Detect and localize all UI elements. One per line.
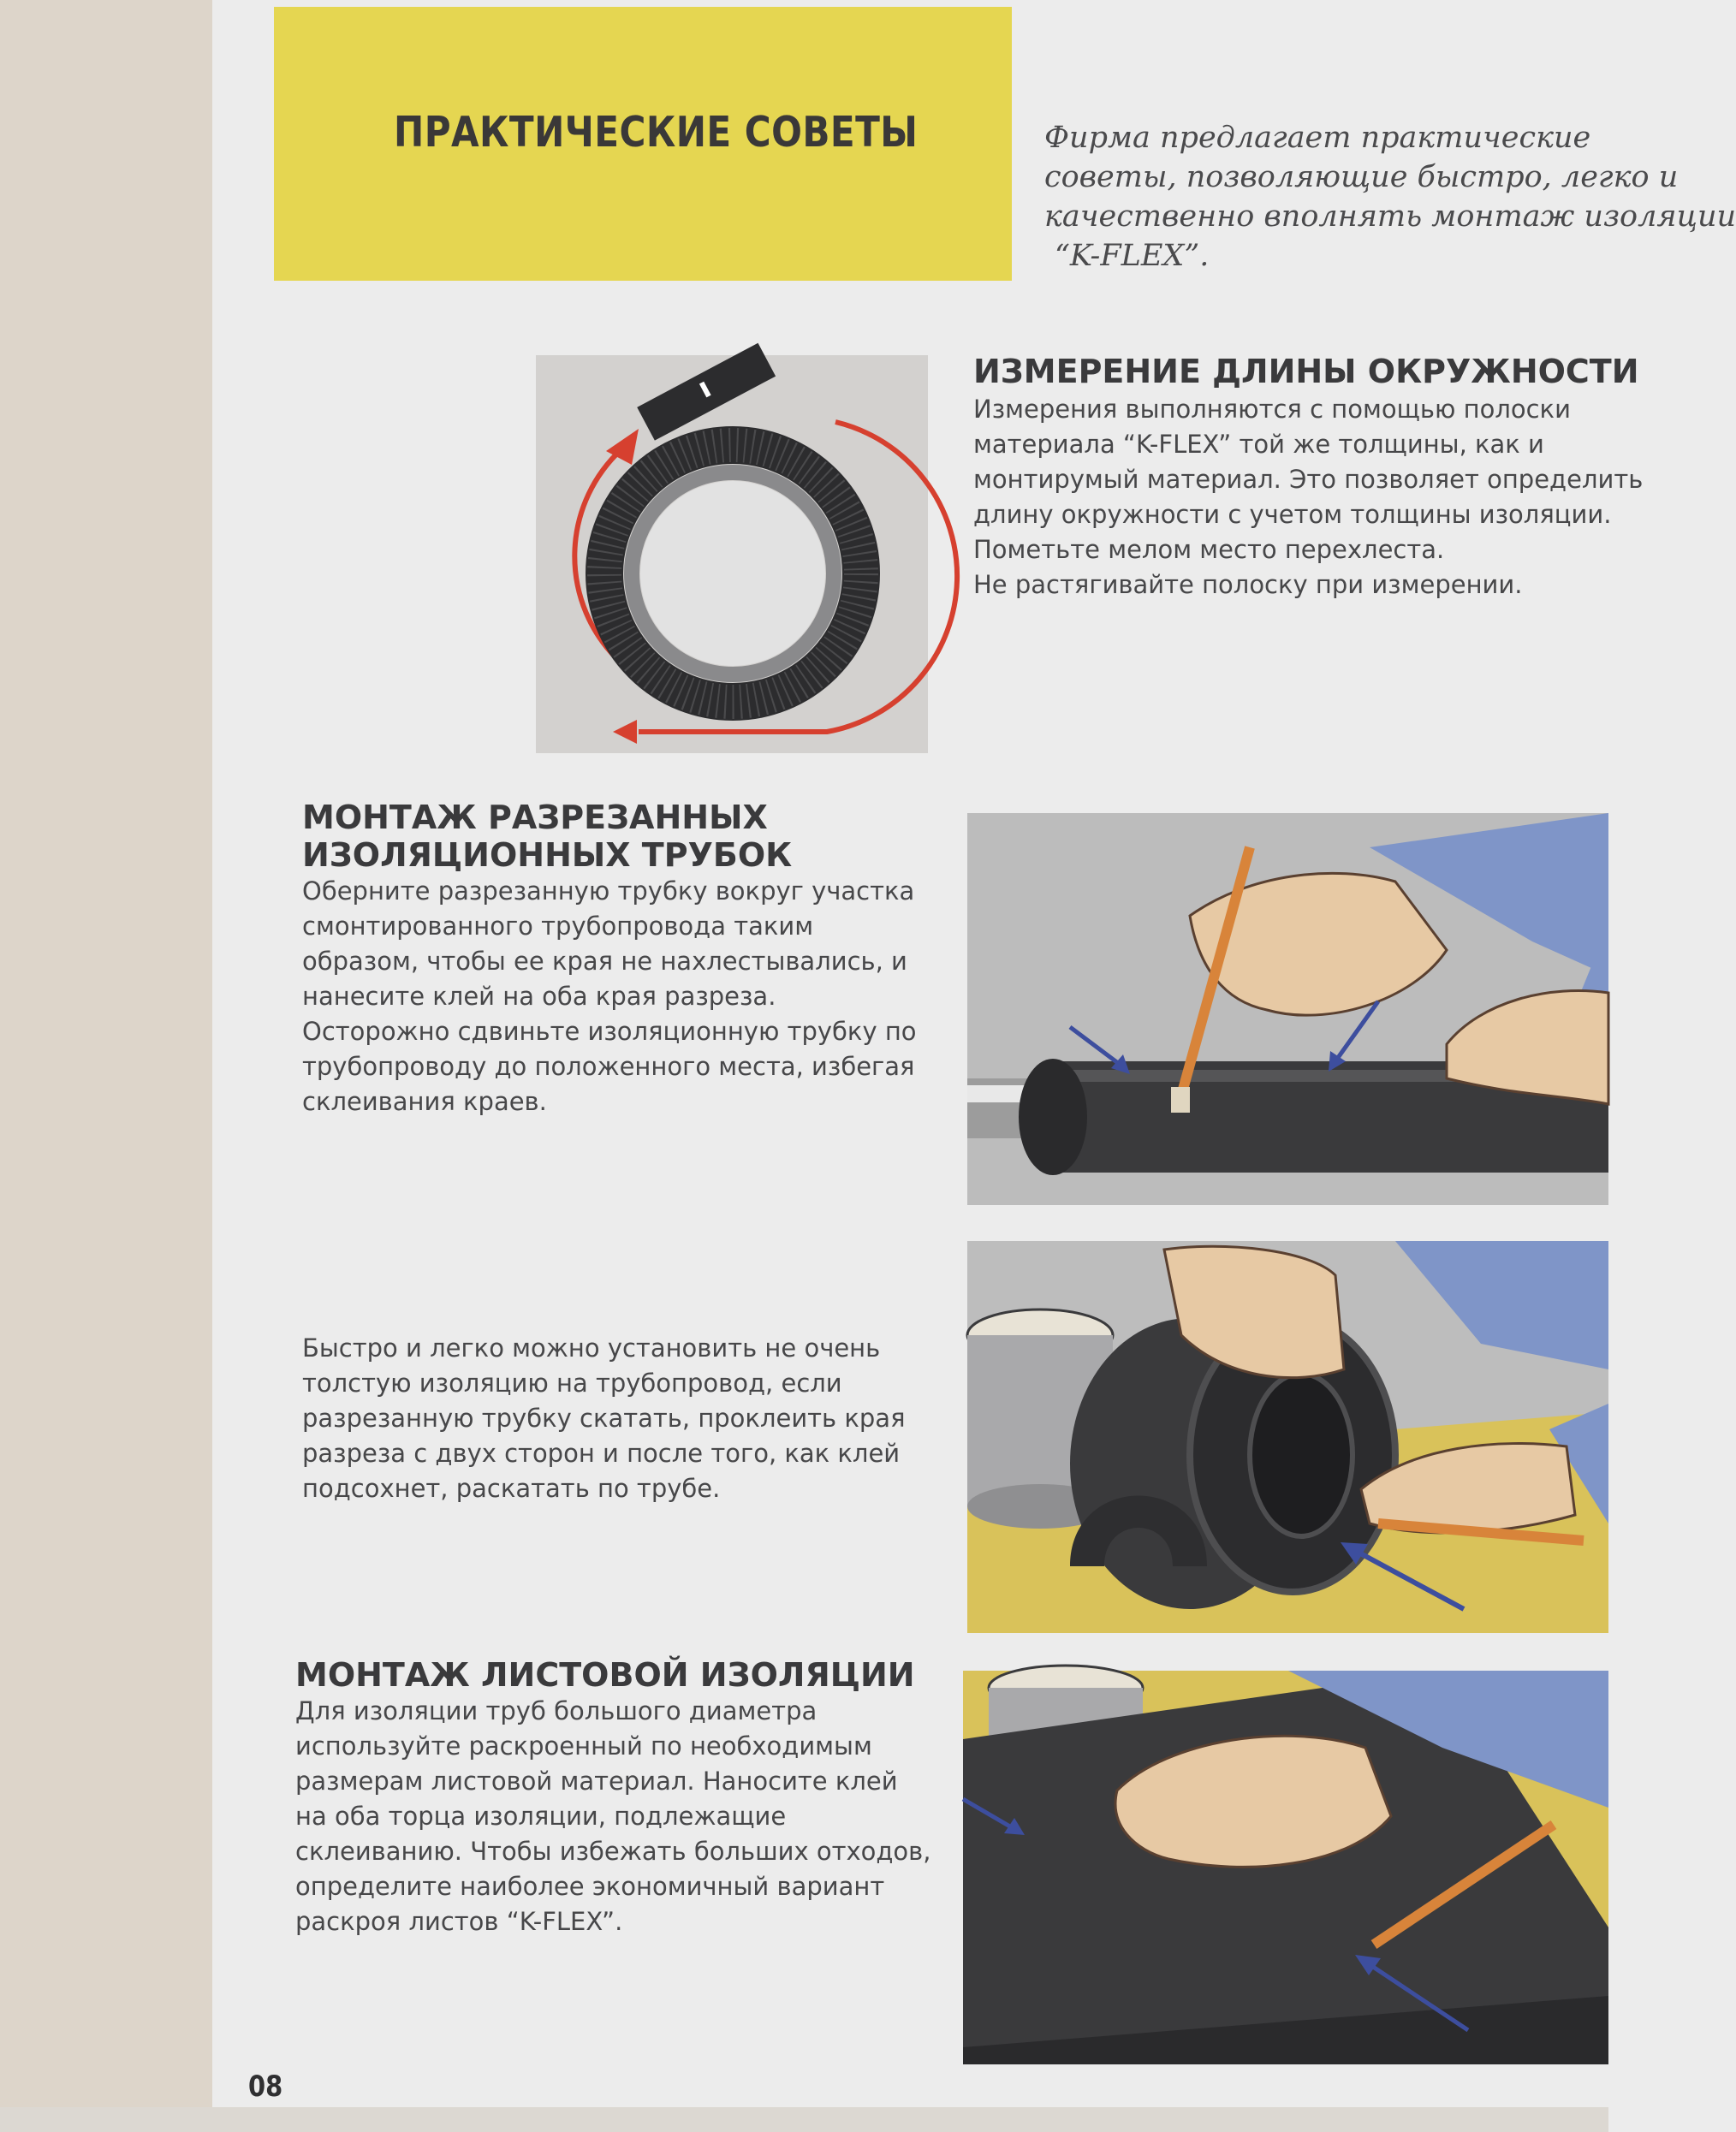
title-box	[274, 7, 1012, 281]
body-line: трубопроводу до положенного места, избегая	[302, 1052, 915, 1081]
rolled-tube-drawing	[967, 1241, 1608, 1633]
sheet-insulation-drawing	[963, 1671, 1608, 2064]
intro-line: “K-FLEX”.	[1055, 239, 1210, 273]
body-line: на оба торца изоляции, подлежащие	[295, 1802, 787, 1831]
page-margin-band	[0, 0, 212, 2132]
section-body	[302, 874, 953, 1119]
section-circumference	[973, 353, 1644, 603]
body-line: разрезанную трубку скатать, проклеить края	[302, 1404, 906, 1433]
section-rolling	[302, 1331, 953, 1506]
body-line: используйте раскроенный по необходимым	[295, 1731, 872, 1761]
page-title: ПРАКТИЧЕСКИЕ СОВЕТЫ	[394, 108, 919, 157]
body-line: подсохнет, раскатать по трубе.	[302, 1474, 721, 1503]
bottom-band	[0, 2107, 1608, 2132]
body-line: толстую изоляцию на трубопровод, если	[302, 1369, 842, 1398]
foam-roll-core	[1250, 1374, 1353, 1536]
sheet-insulation-illustration	[963, 1671, 1608, 2064]
tube-glue-illustration	[967, 813, 1608, 1205]
rolled-tube-illustration	[967, 1241, 1608, 1633]
tube-end	[1019, 1059, 1087, 1175]
section-body	[302, 1331, 953, 1506]
body-line: Измерения выполняются с помощью полоски	[973, 395, 1571, 424]
intro-text	[1044, 118, 1736, 276]
section-body	[295, 1694, 954, 1939]
intro-line: советы, позволяющие быстро, легко и	[1044, 160, 1679, 194]
intro-line: качественно вполнять монтаж изоляции	[1044, 199, 1736, 234]
pipe-inner	[640, 481, 825, 666]
section-tubes	[302, 799, 953, 1119]
body-line: образом, чтобы ее края не нахлестывались, и	[302, 947, 907, 976]
section-heading-line: МОНТАЖ РАЗРЕЗАННЫХ	[302, 799, 768, 836]
body-line: Не растягивайте полоску при измерении.	[973, 570, 1523, 599]
brush-tip	[1171, 1087, 1190, 1113]
section-heading-line: ИЗОЛЯЦИОННЫХ ТРУБОК	[302, 836, 793, 874]
body-line: склеиванию. Чтобы избежать больших отходов,	[295, 1837, 931, 1866]
body-line: размерам листовой материал. Наносите клей	[295, 1767, 898, 1796]
hand-left	[1190, 873, 1447, 1015]
body-line: Оберните разрезанную трубку вокруг участка	[302, 876, 915, 906]
body-line: определите наиболее экономичный вариант	[295, 1872, 885, 1901]
page-number: 08	[248, 2070, 283, 2104]
body-line: нанесите клей на оба края разреза.	[302, 982, 776, 1011]
body-line: Для изоляции труб большого диаметра	[295, 1696, 817, 1725]
body-line: Быстро и легко можно установить не очень	[302, 1333, 881, 1363]
section-heading: МОНТАЖ ЛИСТОВОЙ ИЗОЛЯЦИИ	[295, 1656, 915, 1694]
section-heading: ИЗМЕРЕНИЕ ДЛИНЫ ОКРУЖНОСТИ	[973, 353, 1639, 390]
blue-arrow	[1070, 1027, 1121, 1066]
ring-measurement-drawing	[536, 355, 928, 753]
intro-line: Фирма предлагает практические	[1044, 121, 1591, 155]
body-line: разреза с двух сторон и после того, как клей	[302, 1439, 901, 1468]
sleeve-top	[1395, 1241, 1608, 1369]
body-line: Осторожно сдвиньте изоляционную трубку по	[302, 1017, 917, 1046]
body-line: материала “K-FLEX” той же толщины, как и	[973, 430, 1544, 459]
body-line: Пометьте мелом место перехлеста.	[973, 535, 1445, 564]
body-line: смонтированного трубопровода таким	[302, 912, 814, 941]
section-sheet	[295, 1656, 954, 1939]
body-line: раскроя листов “K-FLEX”.	[295, 1907, 623, 1936]
ring-measurement-illustration	[536, 355, 928, 753]
tube-glue-drawing	[967, 813, 1608, 1205]
section-body	[973, 392, 1644, 603]
body-line: длину окружности с учетом толщины изоляции.	[973, 500, 1612, 529]
body-line: склеивания краев.	[302, 1087, 547, 1116]
body-line: монтирумый материал. Это позволяет определить	[973, 465, 1644, 494]
red-arrowhead-icon	[613, 720, 637, 744]
